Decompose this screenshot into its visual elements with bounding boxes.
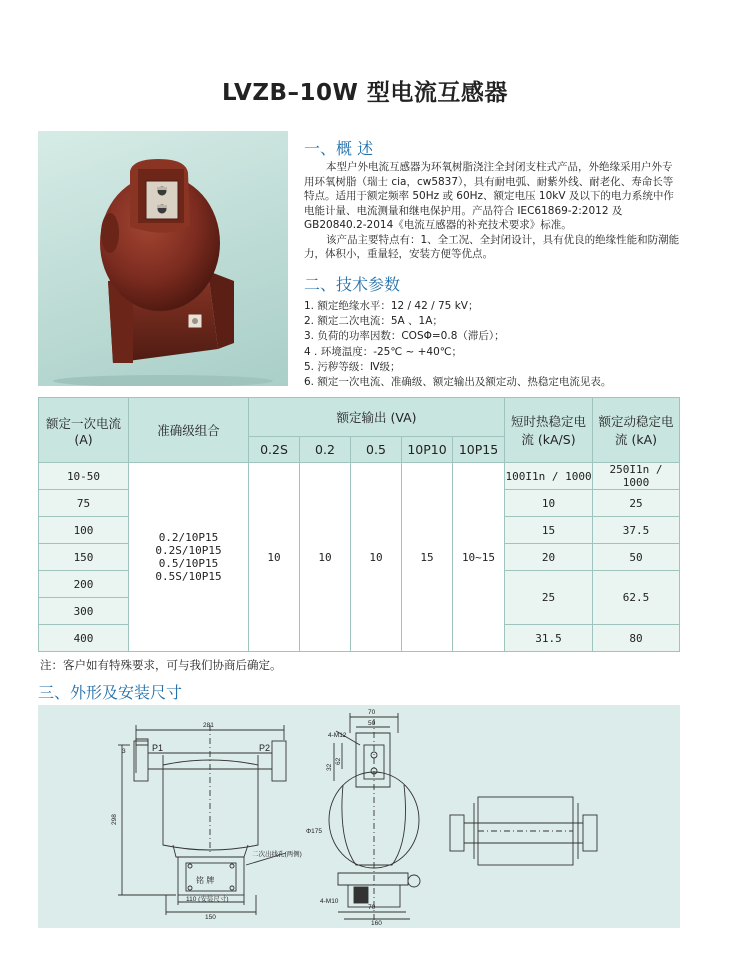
table-note: 注：客户如有特殊要求，可与我们协商后确定。 xyxy=(40,658,282,672)
accuracy-combo: 0.2/10P15 xyxy=(158,531,219,544)
spec-item: 1. 额定绝缘水平：12 / 42 / 75 kV； xyxy=(304,300,479,312)
dim-62: 62 xyxy=(335,757,342,765)
thermal-cell: 15 xyxy=(505,517,593,544)
output-cell: 15 xyxy=(402,463,453,652)
rating-table xyxy=(38,397,680,652)
spec-item: 6. 额定一次电流、准确级、额定输出及额定动、热稳定电流见表。 xyxy=(304,376,612,389)
label-p2: P2 xyxy=(259,743,271,753)
dim-3: 3 xyxy=(122,748,126,755)
primary-current-cell: 150 xyxy=(39,544,129,571)
primary-current-cell: 100 xyxy=(39,517,129,544)
dim-phi175: Φ175 xyxy=(306,828,323,835)
output-cell: 10~15 xyxy=(453,463,505,652)
product-photo xyxy=(38,131,288,386)
accuracy-combo: 0.2S/10P15 xyxy=(155,544,222,557)
primary-current-cell: 400 xyxy=(39,625,129,652)
thermal-cell: 20 xyxy=(505,544,593,571)
dim-150: 150 xyxy=(205,914,216,921)
spec-item: 3. 负荷的功率因数：COSΦ=0.8（滞后）； xyxy=(304,330,505,343)
primary-current-cell: 300 xyxy=(39,598,129,625)
spec-item: 2. 额定二次电流：5A 、1A； xyxy=(304,315,443,328)
page-title: LVZB–10W 型电流互感器 xyxy=(222,80,508,106)
primary-current-cell: 10-50 xyxy=(39,463,129,490)
overview-text xyxy=(304,160,682,262)
spec-item: 5. 污秽等级：Ⅳ级； xyxy=(304,360,401,373)
accuracy-combo: 0.5/10P15 xyxy=(158,557,219,570)
dim-160: 160 xyxy=(371,920,382,927)
output-cell: 10 xyxy=(300,463,351,652)
dim-32: 32 xyxy=(326,763,333,771)
dynamic-cell: 80 xyxy=(593,625,680,652)
thermal-cell: 25 xyxy=(505,571,593,625)
dim-50: 50 xyxy=(368,720,376,727)
dim-110: 110 (安装尺寸) xyxy=(186,896,229,903)
primary-current-cell: 200 xyxy=(39,571,129,598)
header-output-col: 0.2 xyxy=(300,437,351,463)
label-secondary-hole: 二次出线孔(两侧) xyxy=(252,851,302,858)
table-row xyxy=(39,463,680,490)
thermal-cell: 100I1n / 1000 xyxy=(505,463,593,490)
dim-70-top: 70 xyxy=(368,709,376,716)
dynamic-cell: 250I1n / 1000 xyxy=(593,463,680,490)
specs-list xyxy=(304,299,694,390)
header-output-col: 10P15 xyxy=(453,437,505,463)
thermal-cell: 10 xyxy=(505,490,593,517)
output-cell: 10 xyxy=(249,463,300,652)
overview-paragraph-1: 本型户外电流互感器为环氧树脂浇注全封闭支柱式产品，外绝缘采用户外专用环氧树脂（瑞士 cia，cw5837），具有耐电弧、耐紫外线、耐老化、寿命长等特点。适用于额定频率 50Hz 或 60Hz、额定电压 10kV 及以下的电力系统中作电能计量、电流测量和继电保护用。产品符合 IEC61869-2:2012 及 GB20840.2-2014《电流互感器的补充技术要求》标准。 xyxy=(304,161,674,231)
accuracy-cell xyxy=(129,463,249,652)
header-dynamic: 额定动稳定电流 (kA) xyxy=(593,398,680,463)
dynamic-cell: 37.5 xyxy=(593,517,680,544)
dynamic-cell: 62.5 xyxy=(593,571,680,625)
header-thermal: 短时热稳定电流 (kA/S) xyxy=(505,398,593,463)
header-primary-current: 额定一次电流 (A) xyxy=(39,398,129,463)
label-p1: P1 xyxy=(152,743,164,753)
header-output-col: 0.5 xyxy=(351,437,402,463)
dimensions-heading: 三、外形及安装尺寸 xyxy=(38,683,183,702)
specs-heading: 二、技术参数 xyxy=(304,275,401,294)
dim-70-bottom: 70 xyxy=(368,904,376,911)
label-4-m12: 4-M12 xyxy=(328,732,347,739)
dim-281: 281 xyxy=(203,722,214,729)
dimension-drawing xyxy=(38,705,680,928)
label-4-m10: 4-M10 xyxy=(320,898,339,905)
dimension-drawing-svg xyxy=(38,705,680,928)
output-cell: 10 xyxy=(351,463,402,652)
dynamic-cell: 25 xyxy=(593,490,680,517)
header-accuracy: 准确级组合 xyxy=(129,398,249,463)
header-output: 额定输出 (VA) xyxy=(249,398,505,437)
spec-item: 4 . 环境温度：-25℃ ~ +40℃； xyxy=(304,345,463,358)
label-name-plate: 铭 牌 xyxy=(196,876,215,885)
dim-298: 298 xyxy=(111,814,118,825)
primary-current-cell: 75 xyxy=(39,490,129,517)
overview-paragraph-2: 该产品主要特点有：1、全工况、全封闭设计，具有优良的绝缘性能和防潮能力，体积小，重量轻，安装方便等优点。 xyxy=(304,233,680,260)
transformer-illustration xyxy=(38,131,288,386)
header-output-col: 10P10 xyxy=(402,437,453,463)
dynamic-cell: 50 xyxy=(593,544,680,571)
accuracy-combo: 0.5S/10P15 xyxy=(155,570,222,583)
overview-heading: 一、概 述 xyxy=(304,139,374,158)
header-output-col: 0.2S xyxy=(249,437,300,463)
thermal-cell: 31.5 xyxy=(505,625,593,652)
